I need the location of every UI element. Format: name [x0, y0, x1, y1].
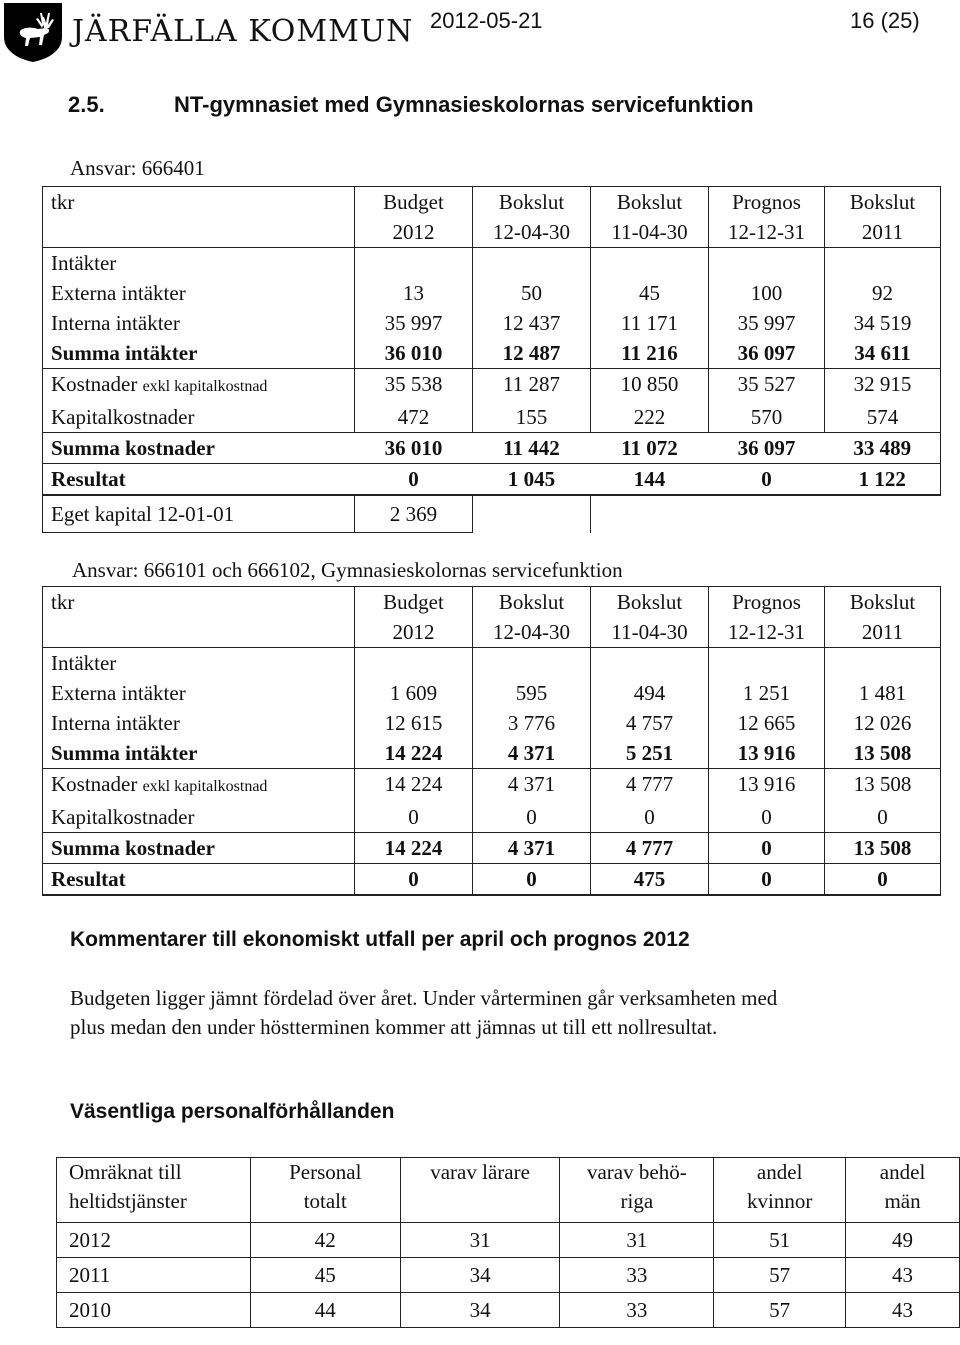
cell: 11 072 [591, 433, 709, 464]
cell: 0 [709, 464, 825, 496]
row-label: Summa kostnader [43, 433, 355, 464]
municipal-crest-logo [2, 1, 64, 63]
cell: 13 508 [825, 769, 941, 803]
organization-name: JÄRFÄLLA KOMMUN [72, 14, 414, 49]
table-row [57, 1258, 960, 1293]
cell: 155 [473, 402, 591, 433]
header-cell: varav behö- riga [560, 1158, 714, 1223]
row-label: Kostnader exkl kapitalkostnad [43, 369, 355, 403]
row-label: Resultat [43, 864, 355, 896]
table-row [57, 1293, 960, 1328]
cell: 11 171 [591, 308, 709, 338]
header-label: tkr [43, 187, 355, 248]
cell: 57 [714, 1258, 846, 1293]
cell: 45 [250, 1258, 400, 1293]
cell: 100 [709, 278, 825, 308]
table-row [43, 248, 941, 279]
cell: 35 538 [355, 369, 473, 403]
cell: 11 442 [473, 433, 591, 464]
cell: 144 [591, 464, 709, 496]
cell: 4 371 [473, 833, 591, 864]
cell: 34 519 [825, 308, 941, 338]
cell: 33 [560, 1293, 714, 1328]
comments-line: Budgeten ligger jämnt fördelad över året. Under vårterminen går verksamheten med [70, 986, 778, 1010]
comments-line: plus medan den under höstterminen kommer att jämnas ut till ett nollresultat. [70, 1015, 718, 1039]
header-cell: Budget 2012 [355, 187, 473, 248]
table-row [43, 802, 941, 833]
row-label: Interna intäkter [43, 308, 355, 338]
staff-table [56, 1157, 960, 1328]
table-row [43, 864, 941, 896]
cell: 1 481 [825, 678, 941, 708]
table-row [43, 338, 941, 369]
cell: 472 [355, 402, 473, 433]
cell: 92 [825, 278, 941, 308]
cell: 2010 [57, 1293, 251, 1328]
cell: 3 776 [473, 708, 591, 738]
cell: 4 371 [473, 738, 591, 769]
cell: 34 [400, 1258, 560, 1293]
row-label: Intäkter [43, 248, 355, 279]
section-number: 2.5. [68, 92, 105, 117]
cell: 13 916 [709, 738, 825, 769]
cell: 34 [400, 1293, 560, 1328]
table-row [43, 708, 941, 738]
cell: 33 [560, 1258, 714, 1293]
table2-ansvar: Ansvar: 666101 och 666102, Gymnasieskolornas servicefunktion [72, 558, 623, 582]
cell: 42 [250, 1223, 400, 1258]
row-label: Summa intäkter [43, 338, 355, 369]
cell: 2 369 [355, 495, 473, 533]
table-row [43, 678, 941, 708]
document-date: 2012-05-21 [430, 8, 543, 33]
cell: 12 665 [709, 708, 825, 738]
cell: 12 437 [473, 308, 591, 338]
cell: 14 224 [355, 833, 473, 864]
table-row [43, 648, 941, 679]
table-row [43, 278, 941, 308]
cell: 222 [591, 402, 709, 433]
table1-ansvar: Ansvar: 666401 [70, 156, 205, 180]
section-title: NT-gymnasiet med Gymnasieskolornas servicefunktion [174, 92, 754, 117]
cell: 35 997 [709, 308, 825, 338]
header-cell: Personal totalt [250, 1158, 400, 1223]
header-cell: Budget 2012 [355, 587, 473, 648]
row-label: Kapitalkostnader [43, 802, 355, 833]
cell: 1 045 [473, 464, 591, 496]
row-label: Externa intäkter [43, 678, 355, 708]
cell: 43 [846, 1293, 960, 1328]
cell: 36 010 [355, 433, 473, 464]
cell: 35 997 [355, 308, 473, 338]
cell: 5 251 [591, 738, 709, 769]
cell: 43 [846, 1258, 960, 1293]
cell: 0 [709, 833, 825, 864]
cell: 13 508 [825, 833, 941, 864]
table-row [43, 833, 941, 864]
cell: 34 611 [825, 338, 941, 369]
row-label: Kapitalkostnader [43, 402, 355, 433]
row-label: Summa kostnader [43, 833, 355, 864]
table-header-row [43, 587, 941, 648]
cell: 14 224 [355, 738, 473, 769]
row-label: Intäkter [43, 648, 355, 679]
cell: 31 [400, 1223, 560, 1258]
cell: 36 097 [709, 433, 825, 464]
table-row [43, 402, 941, 433]
cell: 1 122 [825, 464, 941, 496]
cell: 0 [825, 802, 941, 833]
table-row [57, 1223, 960, 1258]
row-label: Eget kapital 12-01-01 [43, 495, 355, 533]
header-cell: Bokslut 11-04-30 [591, 587, 709, 648]
cell: 4 777 [591, 833, 709, 864]
cell: 12 615 [355, 708, 473, 738]
cell: 11 216 [591, 338, 709, 369]
cell: 11 287 [473, 369, 591, 403]
table-row [43, 369, 941, 403]
cell: 49 [846, 1223, 960, 1258]
cell: 0 [591, 802, 709, 833]
header-cell: Bokslut 11-04-30 [591, 187, 709, 248]
cell: 13 508 [825, 738, 941, 769]
table-row [43, 308, 941, 338]
cell: 4 371 [473, 769, 591, 803]
cell: 0 [355, 464, 473, 496]
cell: 570 [709, 402, 825, 433]
cell: 12 026 [825, 708, 941, 738]
finance-table-1 [42, 186, 941, 533]
row-label: Interna intäkter [43, 708, 355, 738]
cell: 0 [825, 864, 941, 896]
cell: 0 [473, 864, 591, 896]
comments-body [70, 984, 940, 1042]
cell: 4 757 [591, 708, 709, 738]
header-cell: Bokslut 2011 [825, 587, 941, 648]
comments-heading: Kommentarer till ekonomiskt utfall per april och prognos 2012 [70, 928, 690, 951]
section-heading [68, 92, 754, 118]
table-header-row [57, 1158, 960, 1223]
cell: 0 [709, 864, 825, 896]
table-row [43, 433, 941, 464]
header-label: tkr [43, 587, 355, 648]
cell: 12 487 [473, 338, 591, 369]
cell: 51 [714, 1223, 846, 1258]
row-label: Summa intäkter [43, 738, 355, 769]
header-cell: Prognos 12-12-31 [709, 187, 825, 248]
cell: 31 [560, 1223, 714, 1258]
row-label: Kostnader exkl kapitalkostnad [43, 769, 355, 803]
header-cell: andel kvinnor [714, 1158, 846, 1223]
page-number: 16 (25) [850, 8, 920, 33]
row-label: Externa intäkter [43, 278, 355, 308]
cell: 0 [473, 802, 591, 833]
table-row [43, 464, 941, 496]
table-header-row [43, 187, 941, 248]
cell: 57 [714, 1293, 846, 1328]
page-header [0, 0, 960, 60]
header-cell: Bokslut 12-04-30 [473, 587, 591, 648]
header-cell: andel män [846, 1158, 960, 1223]
cell: 44 [250, 1293, 400, 1328]
cell: 494 [591, 678, 709, 708]
cell: 595 [473, 678, 591, 708]
cell: 36 097 [709, 338, 825, 369]
cell: 1 251 [709, 678, 825, 708]
cell: 50 [473, 278, 591, 308]
cell: 35 527 [709, 369, 825, 403]
cell: 475 [591, 864, 709, 896]
row-label: Resultat [43, 464, 355, 496]
cell: 1 609 [355, 678, 473, 708]
table-row [43, 738, 941, 769]
cell: 574 [825, 402, 941, 433]
cell: 13 916 [709, 769, 825, 803]
cell: 33 489 [825, 433, 941, 464]
table-row [43, 495, 941, 533]
header-cell: varav lärare [400, 1158, 560, 1223]
cell: 0 [709, 802, 825, 833]
header-cell: Bokslut 12-04-30 [473, 187, 591, 248]
header-cell: Prognos 12-12-31 [709, 587, 825, 648]
header-cell: Bokslut 2011 [825, 187, 941, 248]
cell: 45 [591, 278, 709, 308]
table-row [43, 769, 941, 803]
finance-table-2 [42, 586, 941, 896]
staff-heading: Väsentliga personalförhållanden [70, 1100, 395, 1123]
cell: 36 010 [355, 338, 473, 369]
cell: 0 [355, 802, 473, 833]
cell: 4 777 [591, 769, 709, 803]
cell: 2012 [57, 1223, 251, 1258]
cell: 32 915 [825, 369, 941, 403]
cell: 10 850 [591, 369, 709, 403]
header-cell: Omräknat till heltidstjänster [57, 1158, 251, 1223]
cell: 13 [355, 278, 473, 308]
cell: 2011 [57, 1258, 251, 1293]
cell: 14 224 [355, 769, 473, 803]
cell: 0 [355, 864, 473, 896]
